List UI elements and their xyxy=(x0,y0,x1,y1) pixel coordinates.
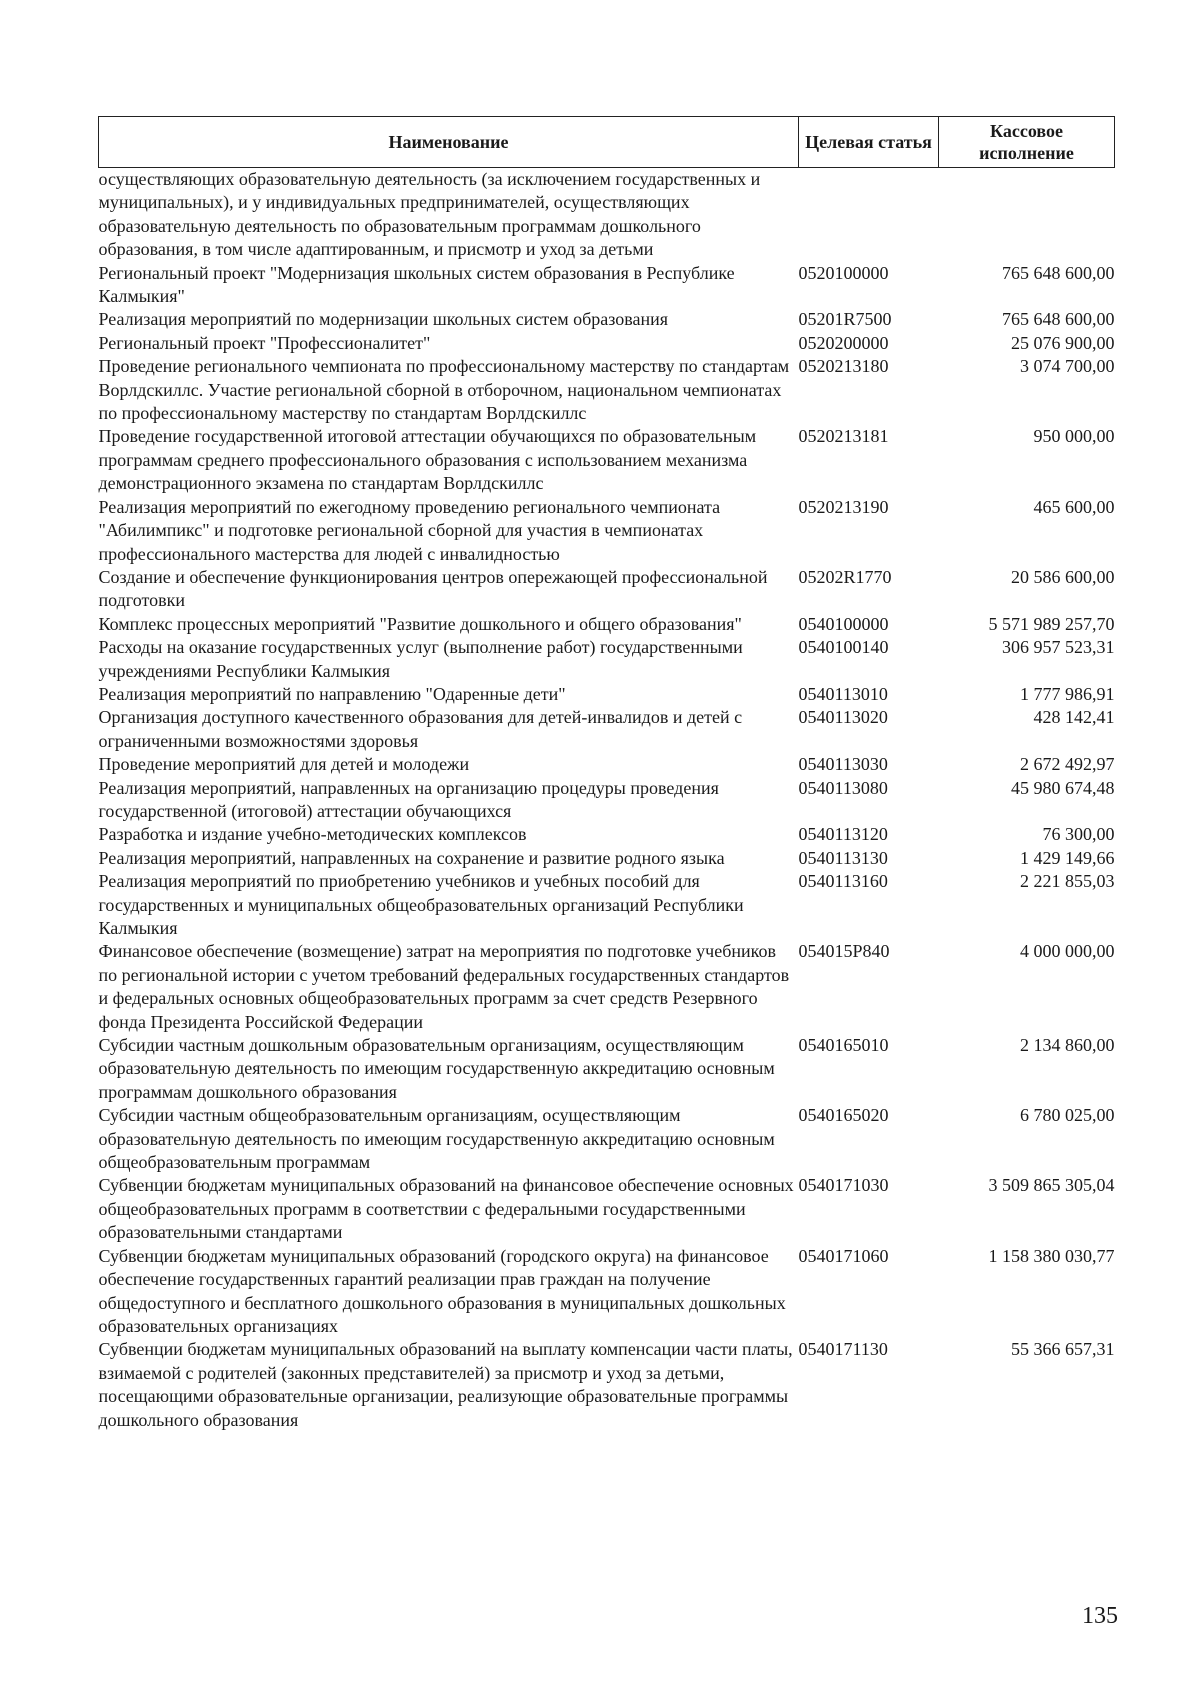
row-name: Субвенции бюджетам муниципальных образований на выплату компенсации части платы, взимаемой с родителей (законных представителей) за присмотр и уход за детьми, посещающими образовательные организации, реализующие образовательные программы дошкольного образования xyxy=(98,1339,793,1430)
table-row xyxy=(99,683,1115,706)
header-name: Наименование xyxy=(99,117,799,168)
row-code: 0520100000 xyxy=(798,262,889,283)
row-name: Реализация мероприятий, направленных на организацию процедуры проведения государственной (итоговой) аттестации обучающихся xyxy=(98,777,719,821)
row-name: Комплекс процессных мероприятий "Развитие дошкольного и общего образования" xyxy=(98,613,742,634)
table-row xyxy=(99,332,1115,355)
row-code: 0520200000 xyxy=(798,332,889,353)
row-name: Региональный проект "Модернизация школьных систем образования в Республике Калмыкия" xyxy=(98,262,735,307)
row-code: 0540113120 xyxy=(798,824,888,845)
table-row xyxy=(99,870,1115,940)
table-row xyxy=(99,1104,1115,1174)
table-row xyxy=(99,753,1115,776)
row-amount: 45 980 674,48 xyxy=(1011,777,1115,798)
row-amount: 20 586 600,00 xyxy=(1011,566,1115,587)
row-name: Реализация мероприятий по модернизации школьных систем образования xyxy=(98,309,669,330)
table-row xyxy=(99,1174,1115,1244)
row-amount: 1 429 149,66 xyxy=(1020,847,1115,868)
row-name: осуществляющих образовательную деятельность (за исключением государственных и муниципальных), и у индивидуальных предпринимателей, осуществляющих образовательную деятельность по образовательным программам дошкольного образования, в том числе адаптированным, и присмотр и уход за детьми xyxy=(98,169,761,260)
row-code: 0540100000 xyxy=(798,613,889,634)
row-name: Проведение регионального чемпионата по профессиональному мастерству по стандартам Ворлдскиллс. Участие региональной сборной в отборочном, национальном чемпионатах по профессиональному мастерству по стандартам Ворлдскиллс xyxy=(98,356,790,424)
row-amount: 2 221 855,03 xyxy=(1020,871,1115,892)
table-row xyxy=(99,1338,1115,1432)
row-code: 0540165020 xyxy=(798,1105,889,1126)
row-amount: 306 957 523,31 xyxy=(1002,637,1115,658)
row-code: 0540113080 xyxy=(798,777,888,798)
table-row xyxy=(99,566,1115,613)
row-name: Реализация мероприятий, направленных на сохранение и развитие родного языка xyxy=(98,847,725,868)
row-code: 0540171130 xyxy=(798,1339,888,1360)
page-number: 135 xyxy=(1082,1603,1118,1629)
row-amount: 3 074 700,00 xyxy=(1020,356,1115,377)
table-row xyxy=(99,496,1115,566)
row-code: 0540113130 xyxy=(798,847,888,868)
row-amount: 465 600,00 xyxy=(1033,496,1115,517)
row-amount: 428 142,41 xyxy=(1033,707,1115,728)
row-name: Реализация мероприятий по ежегодному проведению регионального чемпионата "Абилимпикс" и подготовке региональной сборной для участия в чемпионатах профессионального мастерства для людей с инвалидностью xyxy=(98,496,721,564)
table-row xyxy=(99,1034,1115,1104)
row-amount: 765 648 600,00 xyxy=(1002,309,1115,330)
table-body xyxy=(99,168,1115,1432)
table-row xyxy=(99,823,1115,846)
row-code: 0520213181 xyxy=(798,426,889,447)
row-amount: 6 780 025,00 xyxy=(1020,1105,1115,1126)
table-row xyxy=(99,308,1115,331)
row-code: 0540171030 xyxy=(798,1175,889,1196)
row-code: 0540113160 xyxy=(798,871,888,892)
row-amount: 2 134 860,00 xyxy=(1020,1035,1115,1056)
table-row xyxy=(99,847,1115,870)
row-code xyxy=(799,168,939,262)
row-name: Региональный проект "Профессионалитет" xyxy=(98,332,431,353)
table-row xyxy=(99,262,1115,309)
row-amount: 55 366 657,31 xyxy=(1011,1339,1115,1360)
row-amount: 1 777 986,91 xyxy=(1020,683,1115,704)
row-code: 0540171060 xyxy=(798,1245,889,1266)
row-name: Реализация мероприятий по направлению "Одаренные дети" xyxy=(98,683,566,704)
row-amount: 4 000 000,00 xyxy=(1020,941,1115,962)
row-code: 0520213180 xyxy=(798,356,889,377)
row-name: Расходы на оказание государственных услуг (выполнение работ) государственными учреждениями Республики Калмыкия xyxy=(98,637,743,681)
header-code: Целевая статья xyxy=(799,117,939,168)
table-row xyxy=(99,1245,1115,1339)
row-name: Финансовое обеспечение (возмещение) затрат на мероприятия по подготовке учебников по региональной истории с учетом требований федеральных государственных стандартов и федеральных основных общеобразовательных программ за счет средств Резервного фонда Президента Российской Федерации xyxy=(98,941,790,1032)
row-amount: 1 158 380 030,77 xyxy=(988,1245,1115,1266)
table-row xyxy=(99,777,1115,824)
table-row xyxy=(99,355,1115,425)
row-amount: 76 300,00 xyxy=(1042,824,1115,845)
row-name: Разработка и издание учебно-методических комплексов xyxy=(98,824,527,845)
row-name: Создание и обеспечение функционирования центров опережающей профессиональной подготовки xyxy=(98,566,768,611)
row-name: Субвенции бюджетам муниципальных образований (городского округа) на финансовое обеспечение государственных гарантий реализации прав граждан на получение общедоступного и бесплатного дошкольного образования в муниципальных дошкольных образовательных организациях xyxy=(98,1245,786,1336)
row-name: Субсидии частным общеобразовательным организациям, осуществляющим образовательную деятельность по имеющим государственную аккредитацию основным общеобразовательным программам xyxy=(98,1105,775,1173)
row-name: Субвенции бюджетам муниципальных образований на финансовое обеспечение основных общеобразовательных программ в соответствии с федеральными государственными образовательными стандартами xyxy=(98,1175,794,1243)
row-code: 0540113030 xyxy=(798,754,888,775)
row-code: 0540165010 xyxy=(798,1035,889,1056)
table-header-row xyxy=(99,117,1115,168)
row-code: 0540100140 xyxy=(798,637,889,658)
row-name: Субсидии частным дошкольным образовательным организациям, осуществляющим образовательную деятельность по имеющим государственную аккредитацию основным программам дошкольного образования xyxy=(98,1035,775,1102)
table-row xyxy=(99,168,1115,262)
row-code: 05202R1770 xyxy=(798,566,892,587)
row-amount: 2 672 492,97 xyxy=(1020,754,1115,775)
table-row xyxy=(99,706,1115,753)
row-amount: 25 076 900,00 xyxy=(1011,332,1115,353)
row-name: Реализация мероприятий по приобретению учебников и учебных пособий для государственных и муниципальных общеобразовательных организаций Республики Калмыкия xyxy=(98,871,744,938)
row-code: 0520213190 xyxy=(798,496,889,517)
row-name: Организация доступного качественного образования для детей-инвалидов и детей с ограниченными возможностями здоровья xyxy=(98,707,743,751)
header-amount: Кассовое исполнение xyxy=(939,117,1115,168)
row-amount: 3 509 865 305,04 xyxy=(988,1175,1115,1196)
budget-table xyxy=(98,116,1115,1432)
row-amount xyxy=(939,168,1115,262)
row-code: 0540113010 xyxy=(798,683,888,704)
table-row xyxy=(99,636,1115,683)
row-name: Проведение государственной итоговой аттестации обучающихся по образовательным программам среднего профессионального образования с использованием механизма демонстрационного экзамена по стандартам Ворлдскиллс xyxy=(98,426,757,494)
table-row xyxy=(99,613,1115,636)
row-code: 05201R7500 xyxy=(798,309,892,330)
row-amount: 5 571 989 257,70 xyxy=(988,613,1115,634)
row-amount: 765 648 600,00 xyxy=(1002,262,1115,283)
row-code: 0540113020 xyxy=(798,707,888,728)
row-amount: 950 000,00 xyxy=(1033,426,1115,447)
row-name: Проведение мероприятий для детей и молодежи xyxy=(98,754,470,775)
table-row xyxy=(99,940,1115,1034)
row-code: 054015P840 xyxy=(798,941,890,962)
table-row xyxy=(99,425,1115,495)
